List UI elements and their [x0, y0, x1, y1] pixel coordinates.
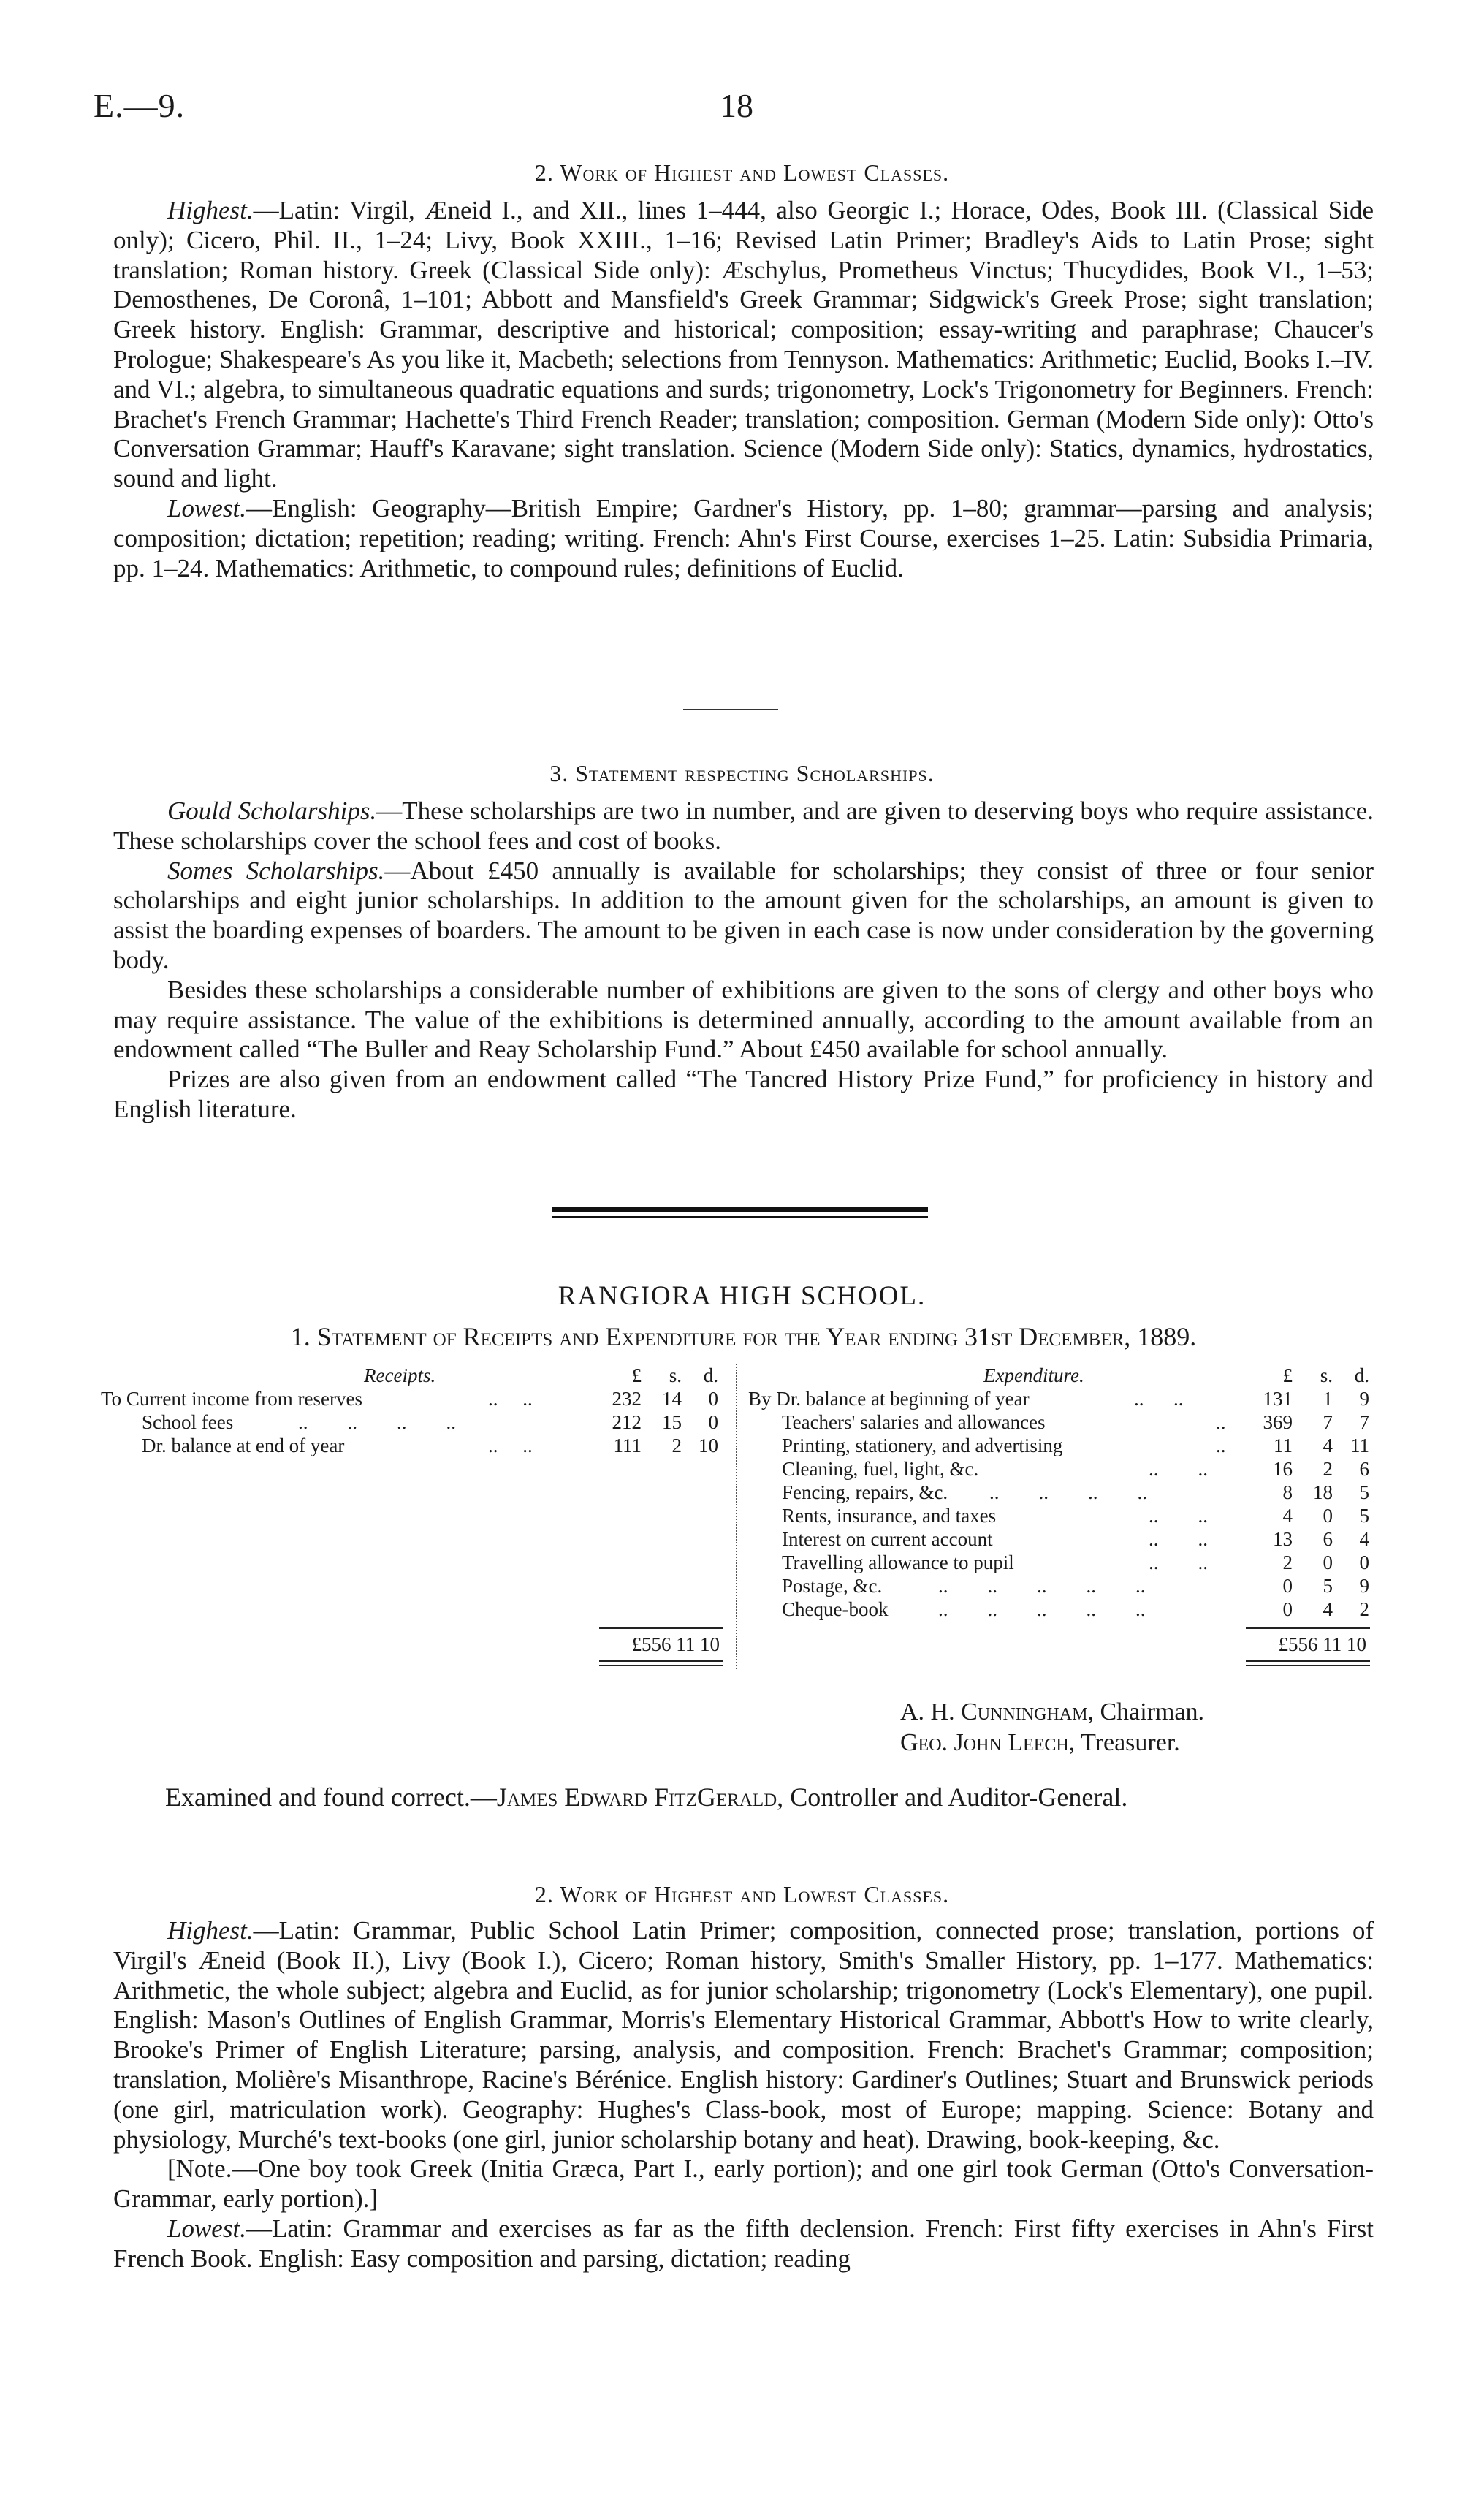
table-row: School fees .. .. .. .. 212 15 0	[142, 1411, 718, 1433]
section-rangiora-work-body	[113, 1916, 1374, 2274]
highest-label: Highest.	[167, 1916, 254, 1945]
section-scholarships-body	[113, 797, 1374, 1125]
examined-statement: Examined and found correct.—James Edward FitzGerald, Controller and Auditor-General.	[165, 1782, 1128, 1812]
receipts-total: £556 11 10	[631, 1633, 720, 1655]
school-title: RANGIORA HIGH SCHOOL.	[558, 1281, 926, 1311]
exhibitions-paragraph: Besides these scholarships a considerable number of exhibitions are given to the sons of clergy and other boys who may require assistance. The value of the exhibitions is determined annually, according to the amount available from an endowment called “The Buller and Reay Scholarship Fund.” About £450 available for school annually.	[113, 975, 1374, 1064]
table-row: Dr. balance at end of year .. .. 111 2 10	[142, 1435, 718, 1456]
table-row: Interest on current account .. .. 13 6 4	[782, 1528, 1369, 1550]
table-row: Rents, insurance, and taxes .. .. 4 0 5	[782, 1505, 1369, 1527]
gould-text: —These scholarships are two in number, and are given to deserving boys who require assistance. These scholarships cover the school fees and cost of books.	[113, 797, 1374, 855]
lowest-label: Lowest.	[167, 2214, 246, 2243]
expenditure-double-line-2	[1246, 1665, 1370, 1666]
signature-treasurer: Geo. John Leech, Treasurer.	[900, 1729, 1180, 1756]
table-row: Travelling allowance to pupil .. .. 2 0 0	[782, 1551, 1369, 1573]
table-row: Cleaning, fuel, light, &c. .. .. 16 2 6	[782, 1458, 1369, 1480]
expenditure-total: £556 11 10	[1278, 1633, 1366, 1655]
somes-paragraph	[113, 857, 1374, 976]
highest-paragraph	[113, 196, 1374, 494]
expenditure-total-cell	[1246, 1633, 1370, 1656]
receipts-heading: Receipts.	[364, 1364, 436, 1386]
table-row: Teachers' salaries and allowances .. 369 7 7	[782, 1411, 1369, 1433]
lowest-paragraph	[113, 494, 1374, 583]
page-number: 18	[720, 87, 753, 124]
receipts-header-row	[101, 1364, 729, 1387]
lowest-label: Lowest.	[167, 493, 246, 523]
expenditure-heading: Expenditure.	[983, 1364, 1084, 1386]
heavy-rule	[552, 1207, 928, 1212]
lowest-text: —Latin: Grammar and exercises as far as the fifth declension. French: First fifty exercises in Ahn's First French Book. English: Easy composition and parsing, dictation; reading	[113, 2214, 1374, 2273]
highest-paragraph	[113, 1916, 1374, 2154]
expenditure-sum-line	[1246, 1627, 1370, 1629]
statement-title: 1. Statement of Receipts and Expenditure for the Year ending 31st December, 1889.	[290, 1322, 1197, 1351]
table-row: Cheque-book .. .. .. .. .. 0 4 2	[782, 1598, 1369, 1620]
prizes-paragraph: Prizes are also given from an endowment called “The Tancred History Prize Fund,” for proficiency in history and English literature.	[113, 1065, 1374, 1123]
receipts-table	[101, 1364, 729, 1457]
table-row: Fencing, repairs, &c. .. .. .. .. 8 18 5	[782, 1481, 1369, 1503]
section-heading-rangiora-work: 2. Work of Highest and Lowest Classes.	[534, 1881, 950, 1907]
table-row: Postage, &c. .. .. .. .. .. 0 5 9	[782, 1575, 1369, 1597]
note-paragraph: [Note.—One boy took Greek (Initia Græca, Part I., early portion); and one girl took German (Otto's Conversation-Grammar, early portion).]	[113, 2154, 1374, 2214]
expenditure-header-row: Expenditure. £ s. d.	[983, 1364, 1369, 1386]
signature-chairman: A. H. Cunningham, Chairman.	[900, 1698, 1205, 1725]
highest-text: —Latin: Grammar, Public School Latin Primer; composition, connected prose; translation, portions of Virgil's Æneid (Book II.), Livy (Book I.), Cicero; Roman history, Smith's Smaller History, pp. 1–177. Mathematics: Arithmetic, the whole subject; algebra and Euclid, as for junior scholarship; trigonometry (Lock's Elementary), one pupil. English: Mason's Outlines of English Grammar, Morris's Elementary Historical Grammar, Abbott's How to write clearly, Brooke's Primer of English Literature; parsing, analysis, and composition. French: Brachet's Grammar; composition; translation, Molière's Misanthrope, Racine's Bérénice. English history: Gardiner's Outlines; Stuart and Brunswick periods (one girl, matriculation work). Geography: Hughes's Class-book, most of Europe; mapping. Science: Botany and physiology, Murché's text-books (one girl, junior scholarship botany and heat). Drawing, book-keeping, &c.	[113, 1916, 1374, 2154]
highest-text: —Latin: Virgil, Æneid I., and XII., lines 1–444, also Georgic I.; Horace, Odes, Book III. (Classical Side only); Cicero, Phil. II., 1–24; Livy, Book XXIII., 1–16; Revised Latin Primer; Bradley's Aids to Latin Prose; sight translation; Roman history. Greek (Classical Side only): Æschylus, Prometheus Vinctus; Thucydides, Book VI., 1–53; Demosthenes, De Coronâ, 1–101; Abbott and Mansfield's Greek Grammar; Sidgwick's Greek Prose; sight translation; Greek history. English: Grammar, descriptive and historical; composition; essay-writing and paraphrase; Chaucer's Prologue; Shakespeare's As you like it, Macbeth; selections from Tennyson. Mathematics: Arithmetic; Euclid, Books I.–IV. and VI.; algebra, to simultaneous quadratic equations and surds; trigonometry, Lock's Trigonometry for Beginners. French: Brachet's French Grammar; Hachette's Third French Reader; translation; composition. German (Modern Side only): Otto's Conversation Grammar; Hauff's Karavane; sight translation. Science (Modern Side only): Statics, dynamics, hydrostatics, sound and light.	[113, 196, 1374, 493]
section-divider	[683, 709, 778, 710]
highest-label: Highest.	[167, 196, 254, 224]
gould-label: Gould Scholarships.	[167, 797, 377, 825]
expenditure-table	[748, 1364, 1384, 1621]
table-row: To Current income from reserves .. .. 232 14 0	[101, 1388, 718, 1410]
section-heading-scholarships: 3. Statement respecting Scholarships.	[549, 760, 935, 786]
lowest-text: —English: Geography—British Empire; Gardner's History, pp. 1–80; grammar—parsing and analysis; composition; dictation; repetition; reading; writing. French: Ahn's First Course, exercises 1–25. Latin: Subsidia Primaria, pp. 1–24. Mathematics: Arithmetic, to compound rules; definitions of Euclid.	[113, 493, 1374, 582]
table-row: Printing, stationery, and advertising .. 11 4 11	[782, 1435, 1369, 1456]
column-divider	[736, 1364, 737, 1669]
somes-text: —About £450 annually is available for scholarships; they consist of three or four senior scholarships and eight junior scholarships. In addition to the amount given for the scholarships, an amount is given to assist the boarding expenses of boarders. The amount to be given in each case is now under consideration by the governing body.	[113, 856, 1374, 974]
table-row: By Dr. balance at beginning of year .. .. 131 1 9	[748, 1388, 1369, 1410]
lowest-paragraph	[113, 2214, 1374, 2274]
receipts-double-line-1	[599, 1660, 723, 1662]
pence-heading: d.	[703, 1364, 718, 1386]
receipts-sum-line	[599, 1627, 723, 1629]
page-reference: E.—9.	[94, 87, 186, 124]
receipts-total-cell	[599, 1633, 723, 1656]
shillings-heading: s.	[669, 1364, 682, 1386]
receipts-double-line-2	[599, 1665, 723, 1666]
pounds-heading: £	[631, 1364, 642, 1386]
expenditure-double-line-1	[1246, 1660, 1370, 1662]
somes-label: Somes Scholarships.	[167, 856, 385, 885]
gould-paragraph	[113, 797, 1374, 857]
section-work-classes-body	[113, 196, 1374, 583]
heavy-rule-underline	[552, 1216, 928, 1218]
section-heading-work-classes: 2. Work of Highest and Lowest Classes.	[534, 159, 950, 186]
